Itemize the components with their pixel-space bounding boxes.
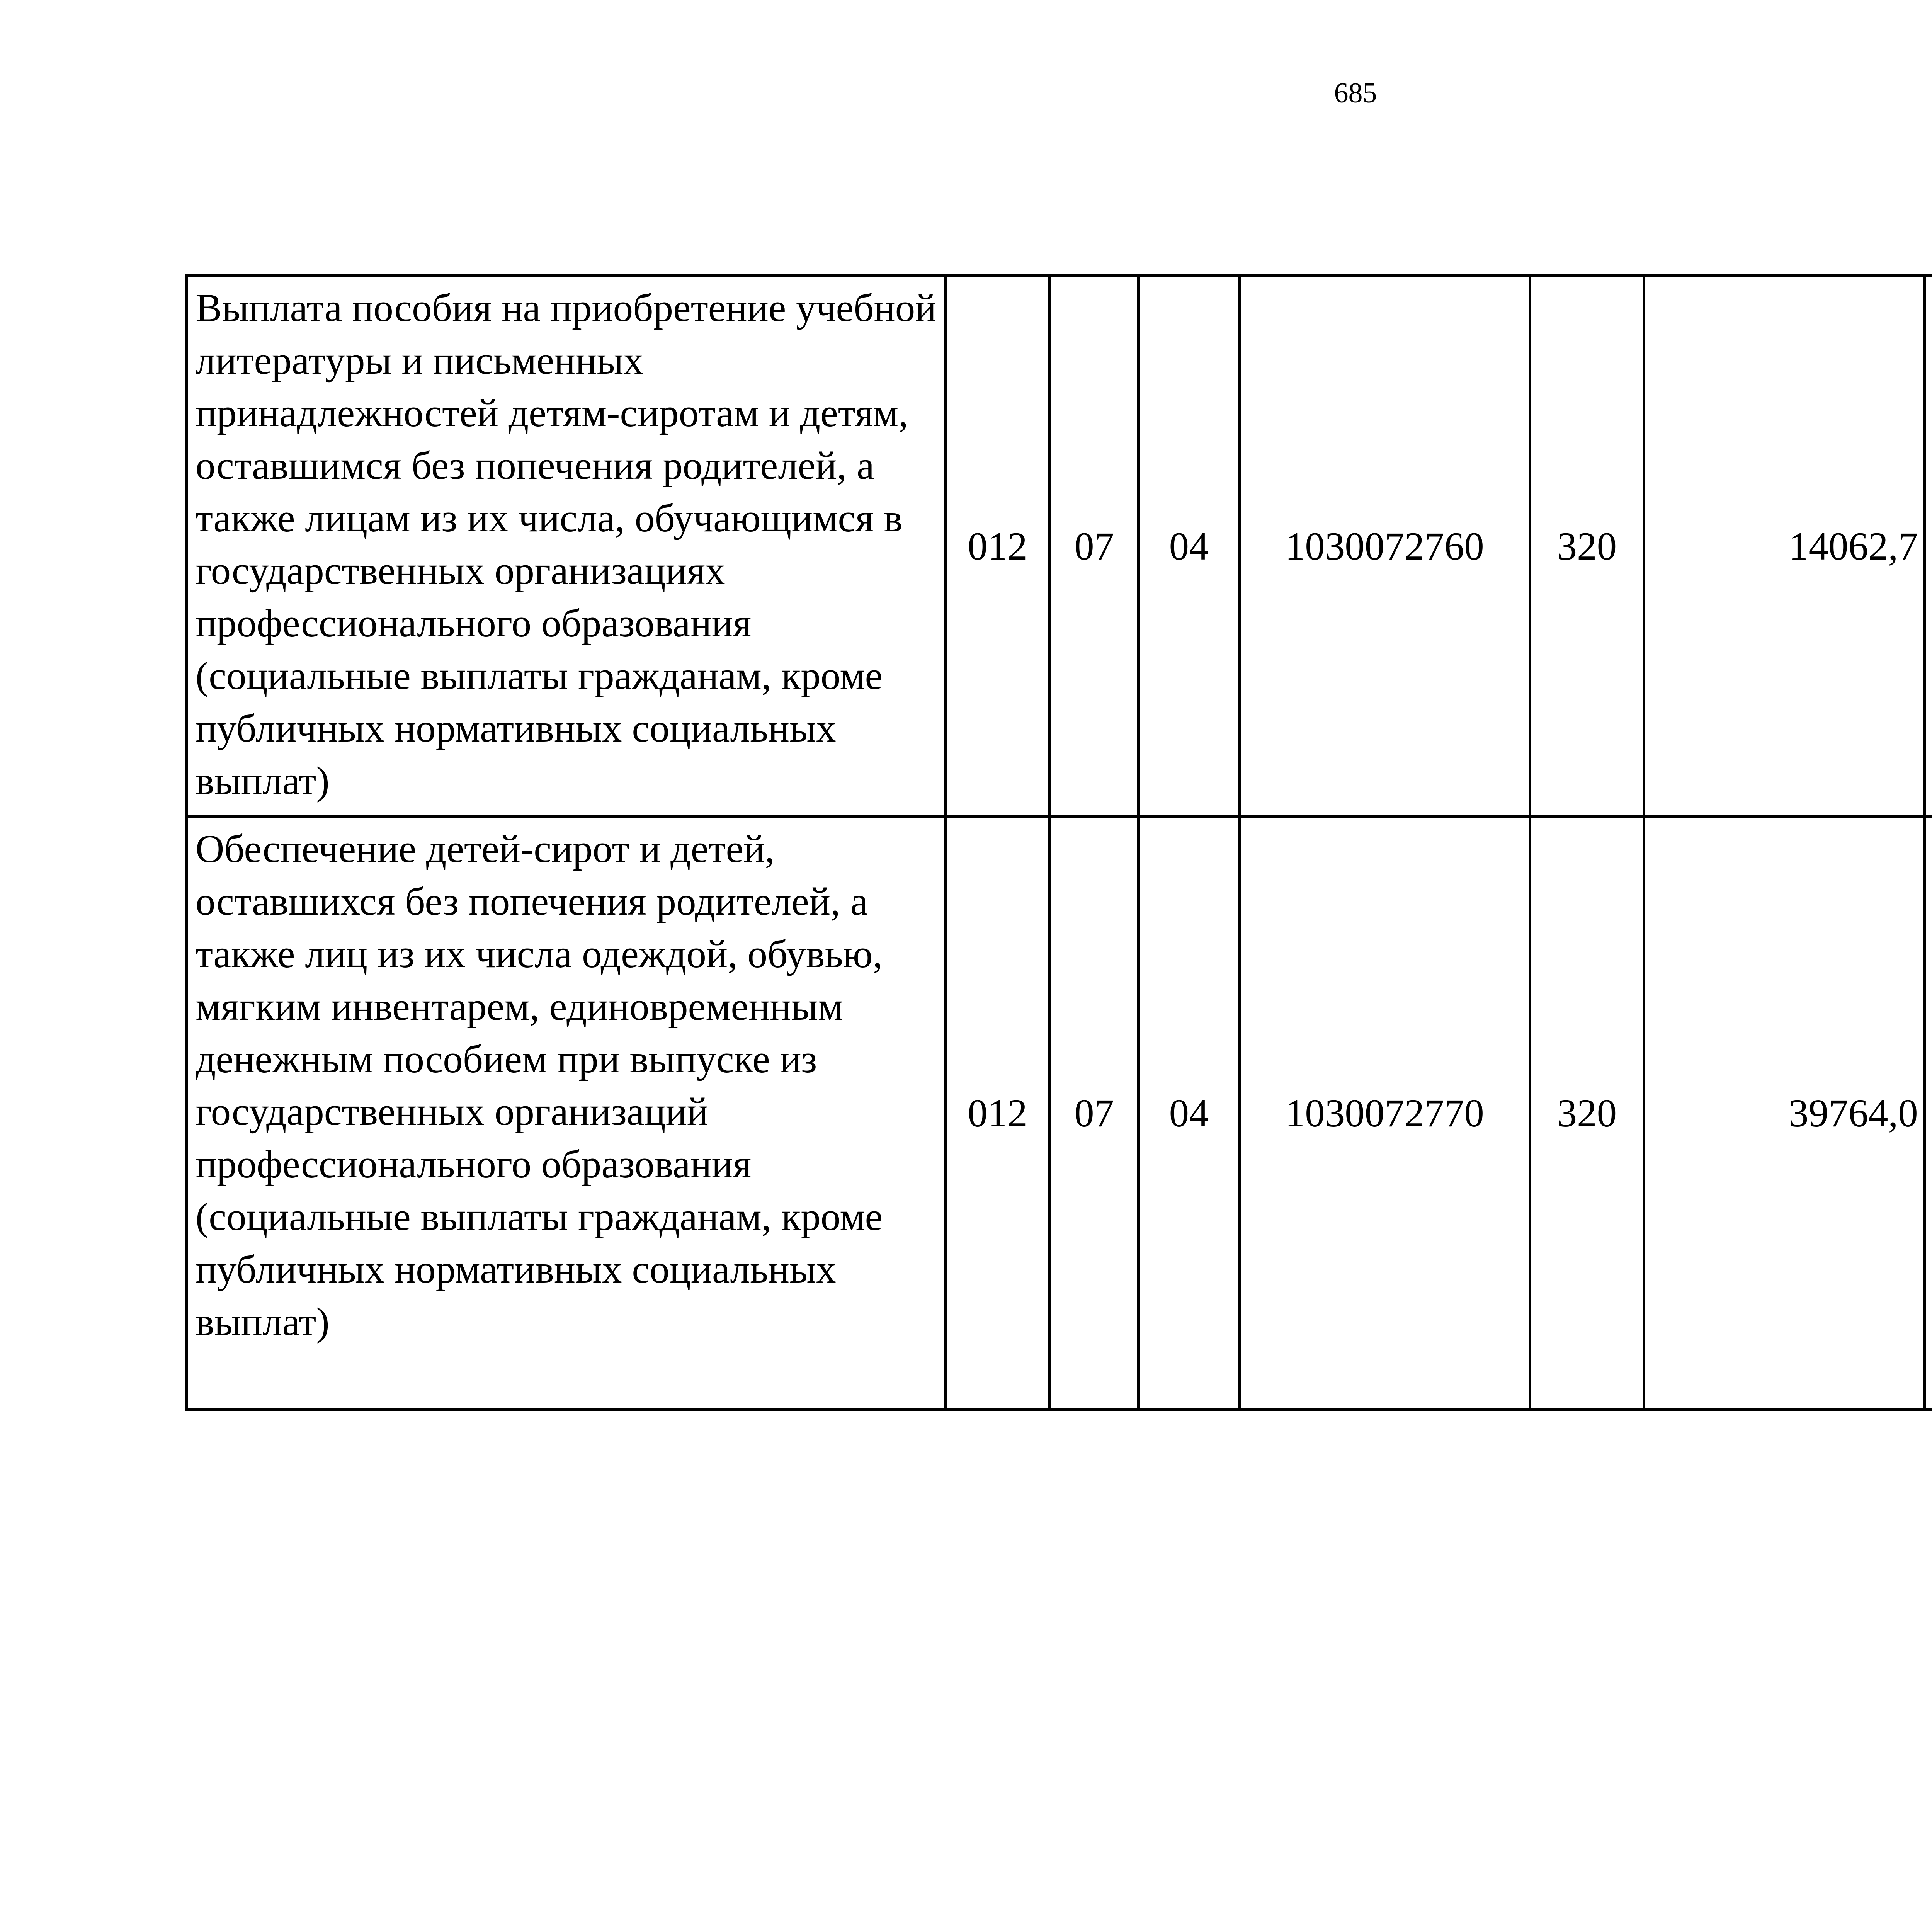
expense-type-code: 320 xyxy=(1530,817,1644,1410)
subsection-code: 04 xyxy=(1139,817,1240,1410)
ministry-code: 012 xyxy=(946,817,1050,1410)
expense-type-code: 320 xyxy=(1530,276,1644,817)
budget-table xyxy=(185,274,1932,1411)
table-row xyxy=(187,276,1932,817)
target-article-code: 1030072760 xyxy=(1239,276,1530,817)
page-number: 685 xyxy=(1334,77,1377,109)
section-code: 07 xyxy=(1049,817,1139,1410)
amount-year-2 xyxy=(1925,817,1932,1410)
amount-year-1: 14062,7 xyxy=(1644,276,1925,817)
amount-year-1: 39764,0 xyxy=(1644,817,1925,1410)
subsection-code: 04 xyxy=(1139,276,1240,817)
amount-year-2 xyxy=(1925,276,1932,817)
section-code: 07 xyxy=(1049,276,1139,817)
row-description: Выплата пособия на приобретение учебной литературы и письменных принадлежностей детям-сиротам и детям, оставшимся без попечения родителей, а также лицам из их числа, обучающимся в государственных организациях профессионального образования (социальные выплаты гражданам, кроме публичных нормативных социальных выплат) xyxy=(187,276,946,817)
row-description: Обеспечение детей-сирот и детей, оставшихся без попечения родителей, а также лиц из их числа одеждой, обувью, мягким инвентарем, единовременным денежным пособием при выпуске из государственных организаций профессионального образования (социальные выплаты гражданам, кроме публичных нормативных социальных выплат) xyxy=(187,817,946,1410)
target-article-code: 1030072770 xyxy=(1239,817,1530,1410)
table-row xyxy=(187,817,1932,1410)
ministry-code: 012 xyxy=(946,276,1050,817)
